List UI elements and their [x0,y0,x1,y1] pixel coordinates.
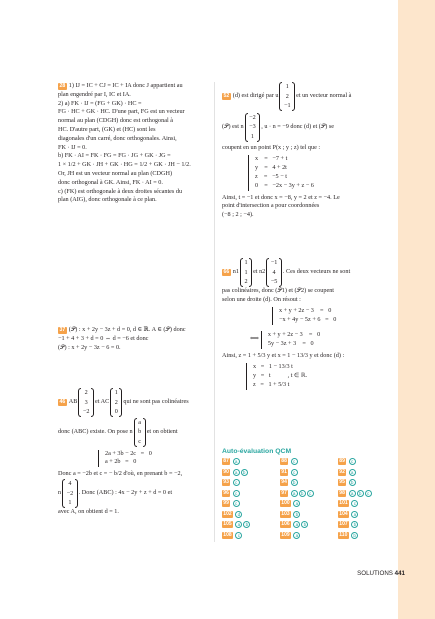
exercise-number: 46 [59,398,66,405]
qcm-row [338,532,358,539]
qcm-answer-circle: a [233,469,240,476]
ex66-vector-n1: 1 1 2 [240,258,252,287]
qcm-row [280,511,300,518]
ex66-system-1: x + y + 2z − 3 = 0 −x + 4y − 5z + 6 = 0 [272,307,382,325]
qcm-row [222,469,248,476]
qcm-answer-circle: b [299,490,306,497]
ex52-vector-n: −2 −3 1 [245,113,261,142]
qcm-answer-circle: b [241,469,248,476]
qcm-question-number: 88 [281,458,287,464]
ex28-line-13: c) (FK) est orthogonale à deux droites sécantes du [58,187,183,195]
ex66-vector-n1-label: n1 [232,268,239,276]
ex66-vector-n2-label: et n2 [253,268,266,276]
qcm-question-number: 95 [339,479,345,485]
ex52-text-3: (𝒫) est n [222,122,244,130]
ex28-line-5: normal au plan (CDGH) donc est orthogonal à [58,117,173,125]
qcm-answer-circle: a [349,469,356,476]
ex46-text-6: avec A, on obtient d = 1. [58,507,119,515]
qcm-question-number: 93 [223,479,229,485]
qcm-row [280,479,298,486]
qcm-answer-circle: c [233,490,240,497]
qcm-answer-circle: a [293,532,300,539]
ex37-line-3: (𝒫) : x + 2y − 3z − 6 = 0. [58,343,121,351]
exercise-28 [58,82,210,205]
ex66-system-2: x + y + 2z − 3 = 0 5y − 3z + 3 = 0 [261,331,320,349]
ex28-line-8: FK · IJ = 0. [58,143,87,151]
ex66-text-2: pas colinéaires, donc (𝒫1) et (𝒫2) se coupent [222,286,335,294]
qcm-row [338,479,356,486]
qcm-question-number: 100 [281,500,290,506]
qcm-question-number: 104 [339,510,348,517]
qcm-question-number: 90 [223,468,229,475]
qcm-answer-circle: c [307,490,314,497]
ex46-vector-n-label: n [58,489,62,497]
ex28-line-4: FG · HC + GK · HC. D'une part, FG est un vecteur [58,108,185,116]
qcm-answer-circle: b [349,479,356,486]
qcm-question-number: 98 [339,489,345,496]
qcm-answer-circle: c [233,500,240,507]
exercise-37 [58,326,210,352]
qcm-answer-circle: c [291,469,298,476]
qcm-question-number: 110 [339,531,348,538]
qcm-row [338,511,358,518]
ex37-line-2: −1 + 4 + 3 + d = 0 ⇔ d = −6 et donc [58,334,149,342]
qcm-question-number: 99 [223,500,229,506]
ex52-system: x = −7 + t y = 4 + 2t z = −5 − t 0 = −2x − 3y + z − 6 [248,155,382,190]
ex52-text-2: et un vecteur normal à [296,92,352,100]
qcm-answer-circle: b [351,532,358,539]
qcm-question-number: 89 [339,458,345,464]
qcm-row [222,479,240,486]
qcm-answer-circle: b [351,521,358,528]
ex66-text-1: . Ces deux vecteurs ne sont [282,268,351,276]
qcm-answer-circle: c [365,490,372,497]
ex37-line-1: (𝒫) : x + 2y − 3z + d = 0, d ∈ ℝ. A ∈ (𝒫) donc [68,326,186,333]
qcm-row [280,532,300,539]
exercise-number: 28 [59,83,66,89]
qcm-answer-circle: c [349,458,356,465]
ex28-line-9: b) FK · AI = FK · FG = FG · JG + GK · JG = [58,152,171,160]
page-number: 441 [394,570,405,577]
qcm-row [222,532,242,539]
ex28-line-10: 1 × 1/2 + GK · JH + GK · HG = 1/2 + GK · JH − 1/2. [58,161,191,169]
ex46-text-3: et on obtient [146,427,178,435]
ex46-vector-ab: 2 3 −2 [78,388,94,417]
qcm-question-number: 97 [281,489,287,496]
qcm-row [222,521,250,528]
page-edge-strip [398,0,435,619]
ex46-text-5: . Donc (ABC) : 4x − 2y + z + d = 0 et [78,489,173,497]
qcm-answer-circle: d [235,511,242,518]
qcm-row [338,521,358,528]
qcm-answer-circle: a [293,521,300,528]
ex52-text-4: , u · n = −9 donc (d) et (𝒫) se [261,122,335,130]
qcm-answer-circle: c [291,458,298,465]
qcm-answer-circle: a [349,490,356,497]
qcm-row [338,469,356,476]
ex28-line-6: HC. D'autre part, (GK) et (HC) sont les [58,125,156,133]
ex52-text-6: Ainsi, t = −1 et donc x = −8, y = 2 et z = −4. Le [222,193,340,201]
qcm-answer-circle: c [235,532,242,539]
exercise-66 [222,258,382,393]
ex46-vector-ac: 1 2 0 [110,388,122,417]
qcm-answer-circle: a [235,521,242,528]
ex52-text-7: point d'intersection a pour coordonnées [222,202,320,210]
qcm-question-number: 96 [223,489,229,496]
ex28-line-7: diagonales d'un carré, donc orthogonales. Ainsi, [58,134,177,142]
exercise-52 [222,82,382,220]
qcm-row [222,500,240,507]
ex66-text-4: Ainsi, z = 1 + 5/3 y et x = 1 − 13/3 y et donc (d) : [222,351,345,359]
ex46-system: 2a + 3b − 2c = 0 a + 2b = 0 [98,450,210,468]
qcm-question-number: 91 [281,468,287,475]
qcm-question-number: 87 [223,458,229,464]
qcm-answer-circle: a [351,511,358,518]
qcm-row [280,490,314,497]
qcm-row [222,511,242,518]
qcm-row [280,500,300,507]
ex46-text-1: qui ne sont pas colinéaires [123,398,189,406]
qcm-answer-circle: b [301,521,308,528]
qcm-question-number: 107 [339,521,348,527]
qcm-question-number: 94 [281,479,287,485]
ex52-text-5: coupent en un point P(x ; y ; z) tel que : [222,143,321,151]
qcm-answer-circle: a [233,458,240,465]
qcm-question-number: 106 [281,521,290,527]
qcm-answer-circle: c [233,479,240,486]
ex46-vector-n: a b c [134,418,146,447]
ex66-system-3: x = 1 − 13/3 t y = t , t ∈ ℝ. z = 1 + 5/3 t [246,363,382,389]
qcm-question-number: 105 [223,521,232,527]
ex28-line-1: 1) IJ = IC + CJ = IC + IA donc J appartient au [68,82,183,89]
qcm-row [280,521,308,528]
qcm-answer-circle: b [243,521,250,528]
exercise-number: 66 [223,268,230,275]
ex46-text-4: Donc a = −2b et c = − b/2 d'où, en prenant b = −2, [58,470,183,478]
qcm-row [222,490,240,497]
ex52-text-8: (−8 ; 2 ; −4). [222,211,254,219]
qcm-row [338,458,356,465]
qcm-title: Auto-évaluation QCM [222,448,292,455]
qcm-row [338,500,358,507]
qcm-answer-circle: b [357,490,364,497]
qcm-question-number: 103 [281,510,290,517]
qcm-row [280,469,298,476]
ex66-vector-n2: −1 4 −5 [266,258,282,287]
exercise-number: 37 [59,327,66,333]
qcm-question-number: 101 [339,500,348,506]
page-footer [325,570,405,579]
qcm-answer-circle: b [291,479,298,486]
qcm-row [222,458,240,465]
ex46-vector-ac-label: et AC [94,398,110,406]
qcm-question-number: 92 [339,468,345,475]
ex28-line-14: plan (AIG), donc orthogonale à ce plan. [58,196,157,204]
ex46-text-2: donc (ABC) existe. On pose n [58,427,133,435]
ex28-line-3: 2) a) FK · IJ = (FG + GK) · HC = [58,99,142,107]
ex28-line-2: plan engendré par I, IC et IA. [58,90,131,98]
ex46-vector-ab-label: AB [68,398,78,406]
ex52-vector-u: 1 2 −1 [279,82,295,111]
qcm-row [280,458,298,465]
qcm-question-number: 109 [281,531,290,538]
footer-label: SOLUTIONS [357,570,393,577]
qcm-answer-circle: c [351,500,358,507]
ex28-line-12: donc orthogonal à GK. Ainsi, FK · AI = 0. [58,178,163,186]
qcm-answer-circle: a [293,500,300,507]
qcm-question-number: 108 [223,531,232,538]
qcm-question-number: 102 [223,510,232,517]
qcm-answer-circle: a [291,490,298,497]
equivalence-symbol: ⟺ [250,335,259,343]
qcm-answer-circle: b [293,511,300,518]
ex52-text-1: (d) est dirigé par u [232,92,279,100]
ex66-text-3: selon une droite (d). On résout : [222,295,301,303]
column-divider [214,82,215,542]
exercise-46 [58,388,210,517]
exercise-number: 52 [223,92,230,99]
qcm-row [338,490,372,497]
ex46-vector-n-result: 4 −2 1 [62,479,78,508]
ex28-line-11: Or, JH est un vecteur normal au plan (CDGH) [58,169,173,177]
